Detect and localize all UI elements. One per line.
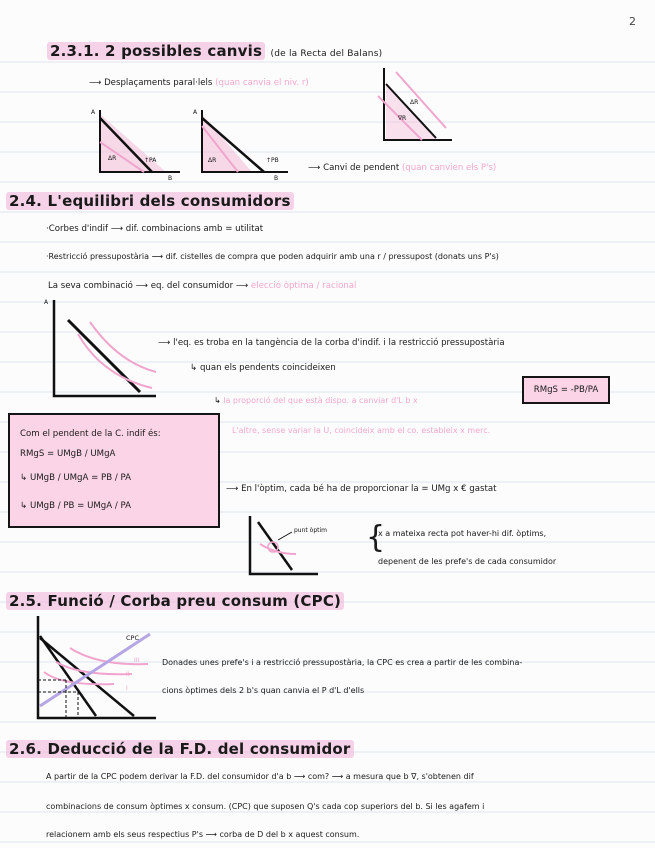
section-number: 2.4. [9, 192, 43, 210]
curve-label-i: I [126, 685, 128, 692]
optimum-graph [246, 514, 352, 576]
small-graph-down: ∇R [398, 115, 407, 122]
right-graph-axis-x: B [274, 175, 279, 182]
cpc-text-2: cions òptimes dels 2 b's quan canvia el P d'L d'ells [162, 686, 365, 695]
slopes-text: quan els pendents coincideixen [199, 363, 336, 373]
optimum-note-2: depenent de les prefe's de cada consumidor [378, 557, 557, 566]
tangency-text: l'eq. es troba en la tangència de la corba d'indif. i la restricció pressupostària [173, 338, 505, 348]
budget-shift-graph-right [190, 106, 294, 182]
section-subtitle: (de la Recta del Balans) [270, 49, 383, 59]
section-number: 2.5. [9, 592, 43, 610]
optimum-point-label: punt òptim [294, 527, 328, 534]
combination-line [48, 281, 356, 291]
section-title: 2 possibles canvis [105, 42, 263, 60]
section-title: L'equilibri dels consumidors [47, 192, 291, 210]
right-graph-dec: ΔR [208, 157, 217, 164]
section-title: Funció / Corba preu consum (CPC) [47, 592, 342, 610]
small-graph-up: ΔR [410, 99, 419, 106]
slope-change-graph [378, 68, 452, 142]
slope-change-line [308, 163, 496, 173]
cpc-label: CPC [126, 634, 139, 642]
deduction-line-3: relacionem amb els seus respectius P's ⟶ corba de D del b x aquest consum. [46, 830, 360, 839]
section-231-heading [47, 42, 382, 60]
section-number: 2.6. [9, 740, 43, 758]
slopes-line [190, 363, 336, 373]
right-graph-shift: ↑PB [266, 157, 279, 164]
slope-change-note: (quan canvien els P's) [401, 163, 497, 173]
rmgs-formula: RMgS = -PB/PA [533, 385, 599, 395]
page-number: 2 [629, 15, 636, 28]
displacements-label: Desplaçaments paral·lels [104, 78, 213, 88]
price-consumption-graph [34, 614, 158, 722]
bullet-budget-restriction: ·Restricció pressupostària ⟶ dif. cistelles de compra que poden adquirir amb una r / pressupost (donats uns P's) [46, 252, 499, 261]
arrow-right-icon: ⟶ [308, 163, 321, 173]
curve-label-ii: II [126, 671, 130, 678]
deduction-line-1: A partir de la CPC podem derivar la F.D. del consumidor d'a b ⟶ com? ⟶ a mesura que b ∇, s'obtenen dif [46, 772, 474, 781]
combination-label: La seva combinació ⟶ eq. del consumidor ⟶ [48, 281, 249, 291]
slope-change-label: Canvi de pendent [323, 163, 400, 173]
proportion-text-1: la proporció del que està dispo. a canviar d'L b x [223, 396, 418, 405]
left-graph-dec: ΔR [108, 155, 117, 162]
optimum-line [226, 484, 496, 494]
brace-icon: { [366, 520, 386, 555]
deduction-line-2: combinacions de consum òptimes x consum. (CPC) que suposen Q's cada cop superiors del b. Si les agafem i [46, 802, 485, 811]
rmgs-formula-box [522, 376, 610, 404]
box-line-4: UMgB / PB = UMgA / PA [29, 501, 132, 511]
box-line-3-wrap [20, 473, 131, 483]
optimum-text: En l'òptim, cada bé ha de proporcionar la = UMg x € gastat [241, 484, 497, 494]
box-line-3: UMgB / UMgA = PB / PA [29, 473, 132, 483]
optimum-note-1: x a mateixa recta pot haver-hi dif. òptims, [378, 529, 547, 538]
proportion-line-1 [214, 396, 418, 405]
box-line-2: RMgS = UMgB / UMgA [20, 449, 116, 459]
bullet-indifference-curves: ·Corbes d'indif ⟶ dif. combinacions amb = utilitat [46, 224, 264, 234]
marginal-rate-box [8, 413, 220, 528]
budget-shift-graph-left [88, 106, 184, 182]
proportion-line-2: L'altre, sense variar la U, coincideix amb el co. estableix x merc. [232, 426, 491, 435]
left-graph-axis-y: A [91, 109, 96, 116]
corner-arrow-icon: ↳ [190, 363, 198, 373]
left-graph-shift: ↑PA [144, 157, 157, 164]
section-24-heading [6, 192, 294, 210]
arrow-right-icon: ⟶ [89, 78, 102, 88]
box-line-4-wrap [20, 501, 131, 511]
tangency-line [158, 338, 505, 348]
corner-arrow-icon: ↳ [20, 501, 28, 511]
right-graph-axis-y: A [193, 109, 198, 116]
corner-arrow-icon: ↳ [214, 396, 221, 405]
section-25-heading [6, 592, 344, 610]
curve-label-iii: III [134, 657, 140, 664]
cpc-text-1: Donades unes prefe's i a restricció pressupostària, la CPC es crea a partir de les combina- [162, 658, 523, 667]
equilibrium-graph [40, 296, 158, 402]
arrow-right-icon: ⟶ [226, 484, 239, 494]
arrow-right-icon: ⟶ [158, 338, 171, 348]
corner-arrow-icon: ↳ [20, 473, 28, 483]
displacements-note: (quan canvia el niv. r) [215, 78, 309, 88]
section-number: 2.3.1. [50, 42, 100, 60]
section-26-heading [6, 740, 354, 758]
section-title: Deducció de la F.D. del consumidor [47, 740, 351, 758]
displacements-line [89, 78, 309, 88]
box-line-1: Com el pendent de la C. indif és: [20, 429, 161, 439]
combination-note: elecció òptima / racional [250, 281, 357, 291]
left-graph-axis-x: B [168, 175, 173, 182]
equilibrium-axis-y: A [44, 299, 49, 306]
